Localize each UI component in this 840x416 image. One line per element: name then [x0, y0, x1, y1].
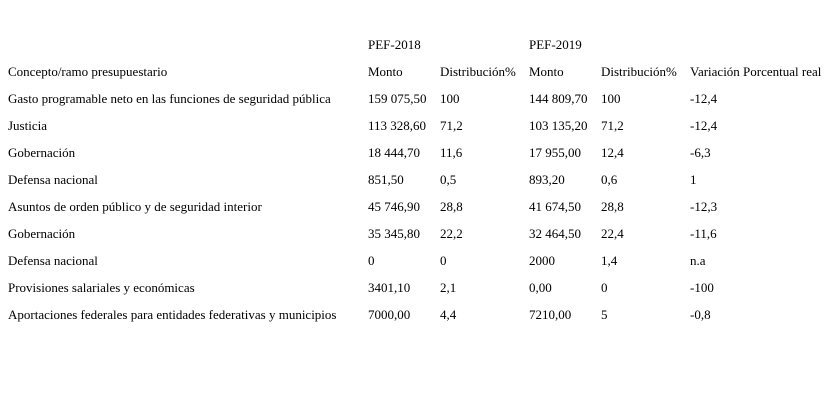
row-concepto: Provisiones salariales y económicas: [8, 280, 195, 295]
column-header-variacion: Variación Porcentual real: [690, 64, 822, 79]
row-monto-2019: 17 955,00: [529, 145, 581, 160]
row-variacion: -12,3: [690, 199, 718, 214]
row-distribucion-2018: 11,6: [440, 145, 463, 160]
row-monto-2019: 893,20: [529, 172, 565, 187]
row-monto-2018: 45 746,90: [368, 199, 420, 214]
row-concepto: Gobernación: [8, 145, 76, 160]
row-monto-2019: 41 674,50: [529, 199, 581, 214]
row-monto-2018: 7000,00: [368, 307, 411, 322]
row-distribucion-2019: 100: [601, 91, 621, 106]
row-variacion: -12,4: [690, 91, 718, 106]
column-header-monto-2019: Monto: [529, 64, 564, 79]
row-concepto: Defensa nacional: [8, 253, 98, 268]
row-concepto: Asuntos de orden público y de seguridad interior: [8, 199, 262, 214]
row-distribucion-2019: 28,8: [601, 199, 624, 214]
column-header-concepto: Concepto/ramo presupuestario: [8, 64, 168, 79]
row-distribucion-2019: 12,4: [601, 145, 624, 160]
row-distribucion-2018: 2,1: [440, 280, 457, 295]
row-distribucion-2019: 5: [601, 307, 608, 322]
row-distribucion-2018: 0: [440, 253, 447, 268]
row-distribucion-2019: 0,6: [601, 172, 618, 187]
row-distribucion-2019: 0: [601, 280, 608, 295]
column-header-monto-2018: Monto: [368, 64, 403, 79]
row-monto-2018: 113 328,60: [368, 118, 427, 133]
year-header-2018: PEF-2018: [368, 37, 421, 52]
row-concepto: Gasto programable neto en las funciones de seguridad pública: [8, 91, 331, 106]
row-concepto: Gobernación: [8, 226, 76, 241]
row-monto-2018: 851,50: [368, 172, 404, 187]
row-distribucion-2018: 22,2: [440, 226, 463, 241]
row-distribucion-2019: 71,2: [601, 118, 624, 133]
row-monto-2019: 144 809,70: [529, 91, 588, 106]
row-distribucion-2018: 4,4: [440, 307, 457, 322]
row-concepto: Justicia: [8, 118, 47, 133]
row-distribucion-2018: 100: [440, 91, 460, 106]
column-header-distribucion-2018: Distribución%: [440, 64, 516, 79]
row-monto-2019: 32 464,50: [529, 226, 581, 241]
year-header-2019: PEF-2019: [529, 37, 582, 52]
row-concepto: Aportaciones federales para entidades federativas y municipios: [8, 307, 337, 322]
row-monto-2018: 3401,10: [368, 280, 411, 295]
row-variacion: -12,4: [690, 118, 718, 133]
row-monto-2018: 159 075,50: [368, 91, 427, 106]
row-monto-2019: 103 135,20: [529, 118, 588, 133]
row-variacion: -0,8: [690, 307, 711, 322]
row-distribucion-2019: 22,4: [601, 226, 624, 241]
row-concepto: Defensa nacional: [8, 172, 98, 187]
row-distribucion-2018: 28,8: [440, 199, 463, 214]
row-variacion: n.a: [690, 253, 706, 268]
row-monto-2019: 7210,00: [529, 307, 572, 322]
row-monto-2019: 0,00: [529, 280, 552, 295]
row-monto-2019: 2000: [529, 253, 555, 268]
row-monto-2018: 35 345,80: [368, 226, 420, 241]
row-distribucion-2018: 0,5: [440, 172, 457, 187]
row-distribucion-2018: 71,2: [440, 118, 463, 133]
row-variacion: -100: [690, 280, 714, 295]
row-monto-2018: 0: [368, 253, 375, 268]
row-distribucion-2019: 1,4: [601, 253, 618, 268]
row-monto-2018: 18 444,70: [368, 145, 420, 160]
column-header-distribucion-2019: Distribución%: [601, 64, 677, 79]
row-variacion: -6,3: [690, 145, 711, 160]
row-variacion: -11,6: [690, 226, 717, 241]
row-variacion: 1: [690, 172, 697, 187]
